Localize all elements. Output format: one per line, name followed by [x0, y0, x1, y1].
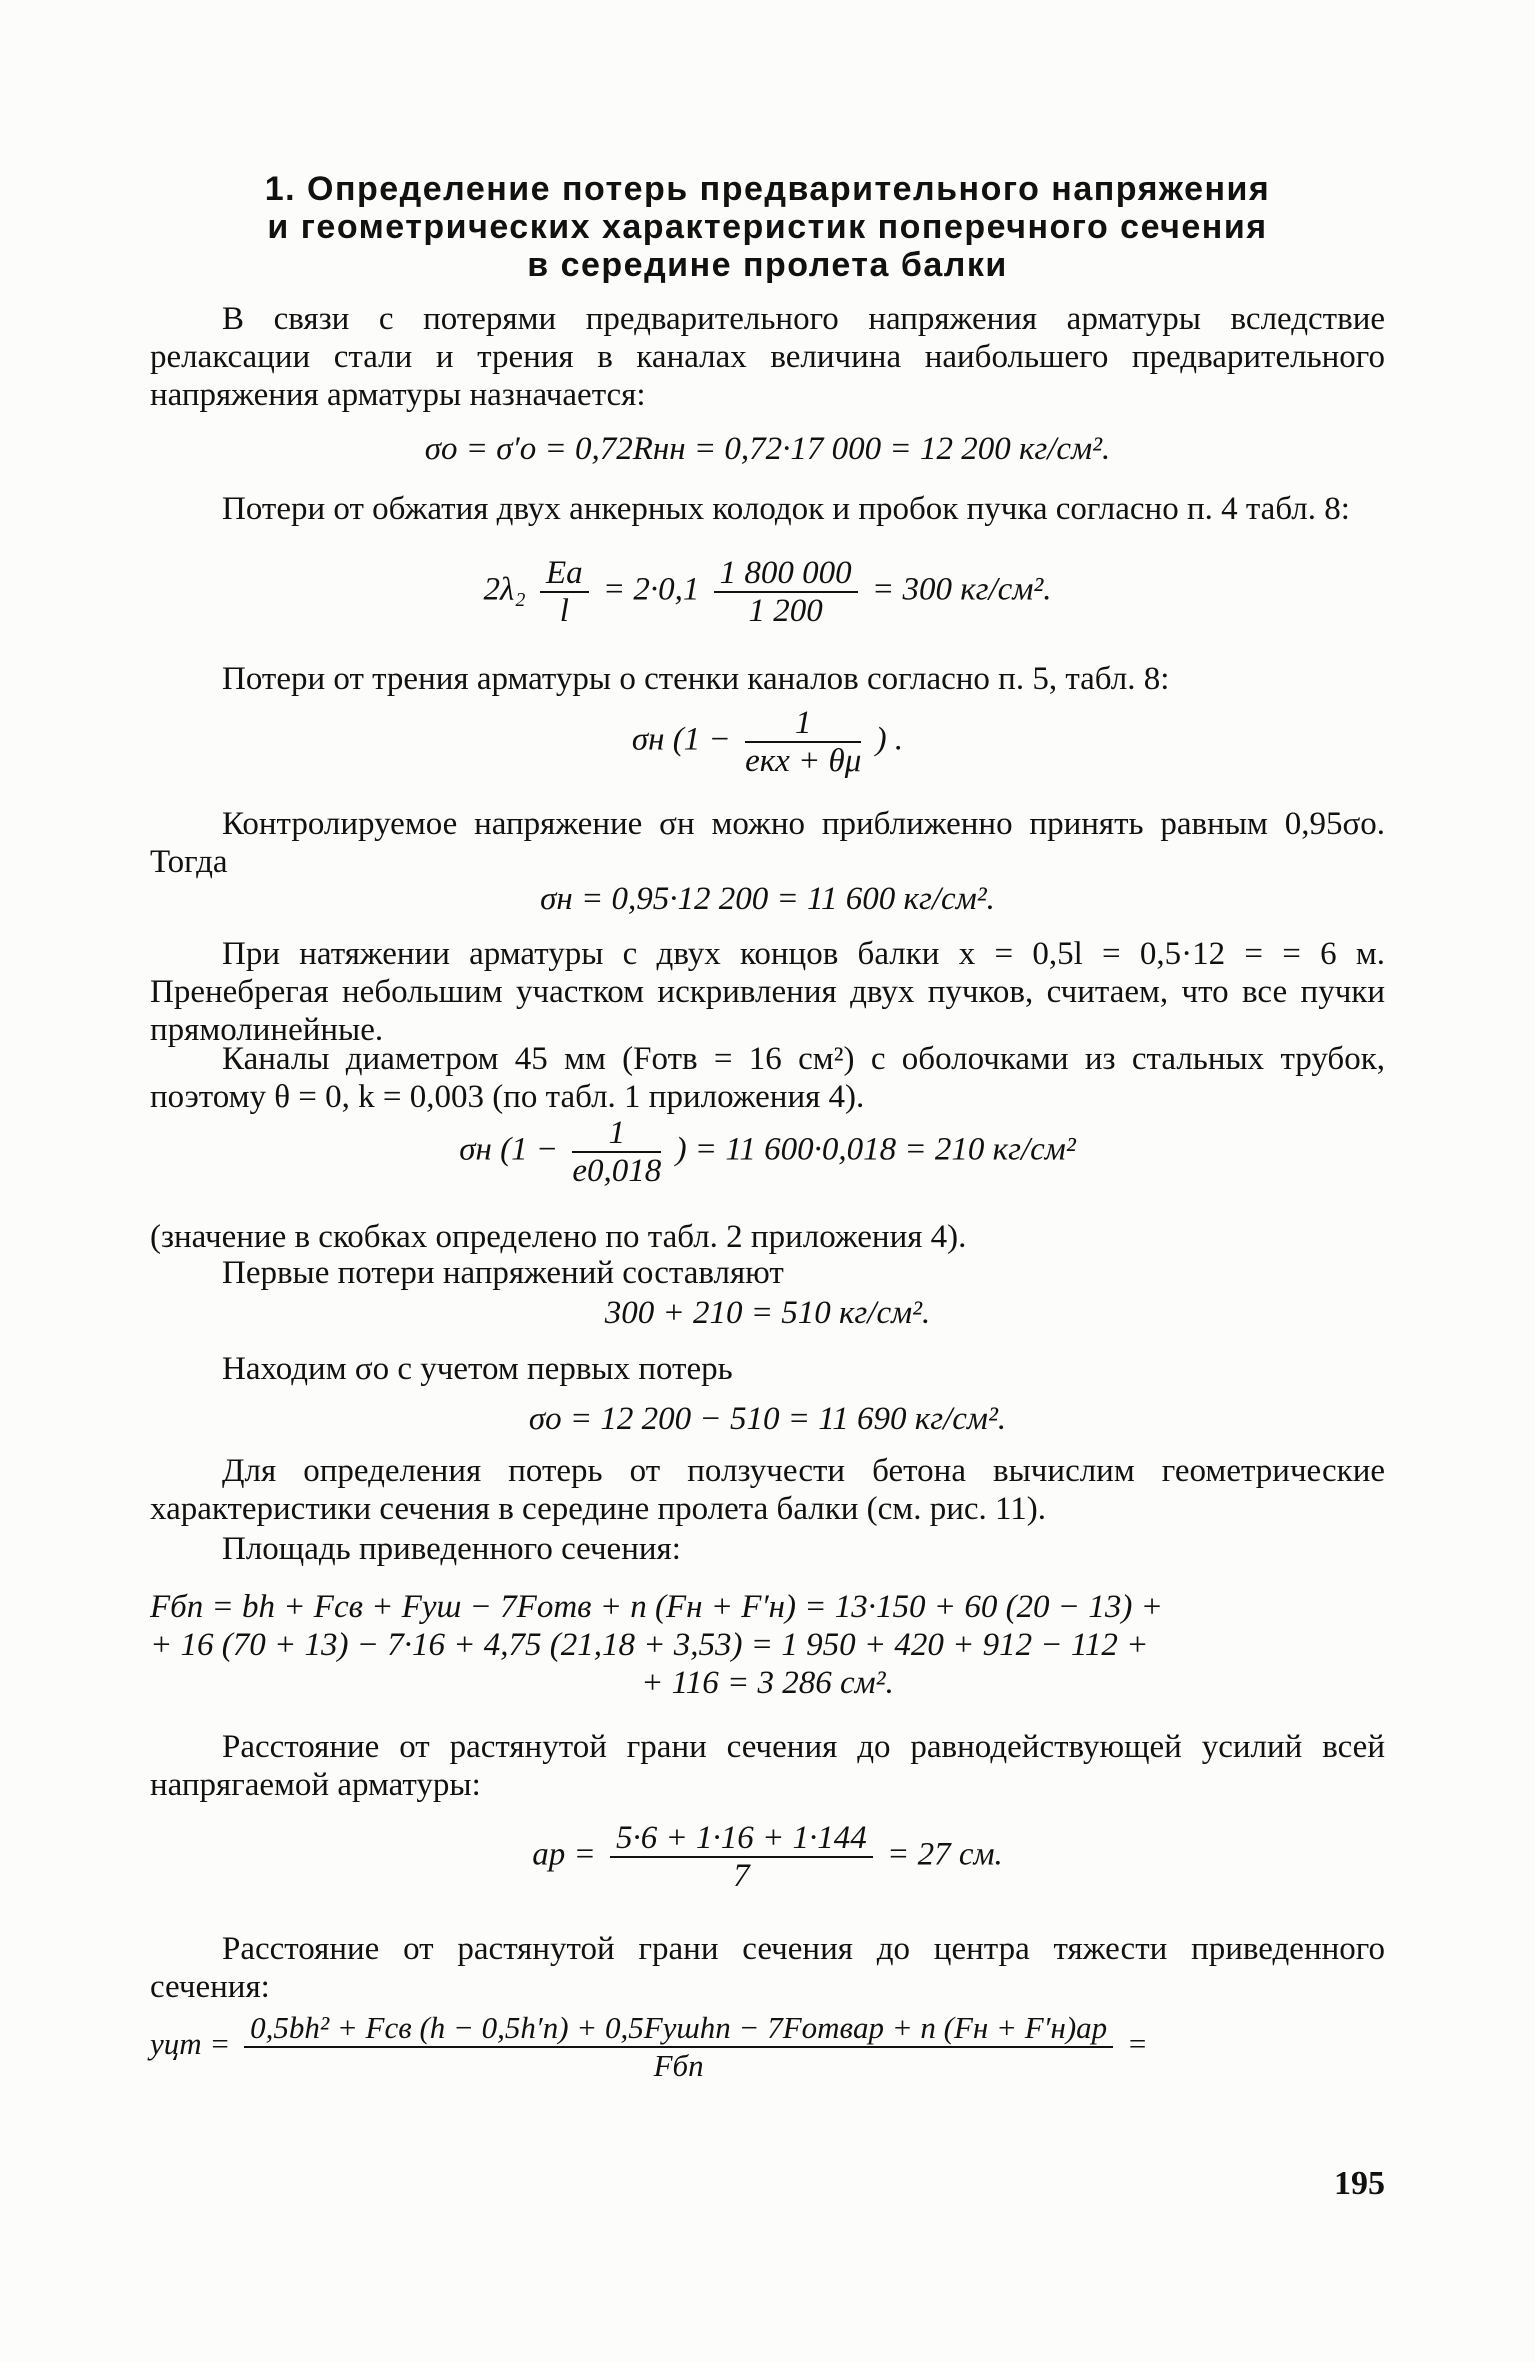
eq8-line-2: + 16 (70 + 13) − 7·16 + 4,75 (21,18 + 3,53) = 1 950 + 420 + 912 − 112 + — [150, 1627, 1149, 1663]
paragraph-6: Каналы диаметром 45 мм (Fотв = 16 см²) с оболочками из стальных трубок, поэтому θ = 0, k = 0,003 (по табл. 1 приложения 4). — [150, 1041, 1385, 1115]
eq9-left: aр = — [532, 1836, 596, 1873]
paragraph-12: Расстояние от растянутой грани сечения до равнодействующей усилий всей напрягаемой арматуры: — [150, 1729, 1385, 1803]
section-heading — [150, 170, 1385, 284]
eq5-den: e0,018 — [572, 1153, 662, 1189]
eq2-fraction-2 — [714, 555, 858, 629]
eq10-num: 0,5bh² + Fсв (h − 0,5h′п) + 0,5Fушhп − 7Fотвaр + n (Fн + F′н)aр — [244, 2010, 1113, 2048]
paragraph-4: Контролируемое напряжение σн можно приближенно принять равным 0,95σо. Тогда — [150, 806, 1385, 880]
eq8-line-1: Fбп = bh + Fсв + Fуш − 7Fотв + n (Fн + F′н) = 13·150 + 60 (20 − 13) + — [150, 1589, 1163, 1625]
eq10-right: = — [1126, 2026, 1148, 2062]
heading-line-1: 1. Определение потерь предварительного напряжения — [264, 170, 1271, 208]
eq3-fraction — [745, 705, 861, 779]
paragraph-10: Для определения потерь от ползучести бетона вычислим геометрические характеристики сечения в середине пролета балки (см. рис. 11). — [150, 1453, 1385, 1527]
heading-line-2: и геометрических характеристик поперечного сечения — [267, 208, 1268, 246]
eq2-num-2: 1 800 000 — [714, 555, 858, 593]
equation-2 — [150, 555, 1385, 629]
eq2-right: = 300 кг/см². — [871, 571, 1052, 608]
equation-4: σн = 0,95·12 200 = 11 600 кг/см². — [540, 881, 995, 917]
eq5-num: 1 — [572, 1115, 661, 1153]
paragraph-13: Расстояние от растянутой грани сечения до центра тяжести приведенного сечения: — [150, 1931, 1385, 2005]
equation-8 — [150, 1588, 1385, 1702]
eq10-den: Fбп — [653, 2048, 704, 2083]
eq10-fraction — [244, 2010, 1113, 2084]
equation-3 — [150, 705, 1385, 779]
equation-9 — [150, 1820, 1385, 1894]
eq5-right: ) = 11 600·0,018 = 210 кг/см² — [675, 1131, 1076, 1168]
equation-5 — [150, 1115, 1385, 1189]
equation-10 — [150, 2010, 1385, 2084]
eq2-mid: = 2·0,1 — [602, 571, 700, 608]
eq2-left: 2λ₂ — [483, 571, 526, 608]
eq9-num: 5·6 + 1·16 + 1·144 — [610, 1820, 873, 1858]
paragraph-1: В связи с потерями предварительного напряжения арматуры вследствие релаксации стали и трения в каналах величина наибольшего предварительного напряжения арматуры назначается: — [150, 301, 1385, 413]
eq3-left: σн (1 − — [631, 721, 731, 758]
eq5-fraction — [572, 1115, 661, 1189]
eq9-den: 7 — [733, 1858, 750, 1894]
paragraph-9: Находим σо с учетом первых потерь — [222, 1351, 733, 1387]
eq2-den-2: 1 200 — [748, 593, 823, 629]
page-number: 195 — [1334, 2165, 1385, 2202]
eq2-den-1: l — [559, 593, 569, 629]
paragraph-3: Потери от трения арматуры о стенки каналов согласно п. 5, табл. 8: — [222, 661, 1170, 697]
paragraph-7: (значение в скобках определено по табл. 2 приложения 4). — [150, 1219, 967, 1255]
eq10-left: yцт = — [150, 2026, 231, 2062]
equation-7: σо = 12 200 − 510 = 11 690 кг/см². — [528, 1401, 1007, 1437]
eq3-num: 1 — [745, 705, 861, 743]
paragraph-8: Первые потери напряжений составляют — [222, 1255, 784, 1291]
heading-line-3: в середине пролета балки — [527, 246, 1008, 284]
paragraph-11: Площадь приведенного сечения: — [222, 1531, 681, 1567]
eq2-num-1: Eа — [540, 555, 589, 593]
equation-1: σо = σ′о = 0,72Rнн = 0,72·17 000 = 12 200 кг/см². — [424, 431, 1111, 467]
eq5-left: σн (1 − — [459, 1131, 559, 1168]
eq9-right: = 27 см. — [887, 1836, 1003, 1873]
eq2-fraction-1 — [540, 555, 589, 629]
paragraph-5: При натяжении арматуры с двух концов балки x = 0,5l = 0,5·12 = = 6 м. Пренебрегая небольшим участком искривления двух пучков, считаем, что все пучки прямолинейные. — [150, 936, 1385, 1048]
equation-6: 300 + 210 = 510 кг/см². — [604, 1295, 931, 1331]
eq3-right: ) . — [875, 721, 904, 758]
eq8-line-3: + 116 = 3 286 см². — [641, 1665, 894, 1701]
eq3-den: eкх + θμ — [745, 743, 862, 779]
paragraph-2: Потери от обжатия двух анкерных колодок и пробок пучка согласно п. 4 табл. 8: — [222, 491, 1350, 527]
eq9-fraction — [610, 1820, 873, 1894]
